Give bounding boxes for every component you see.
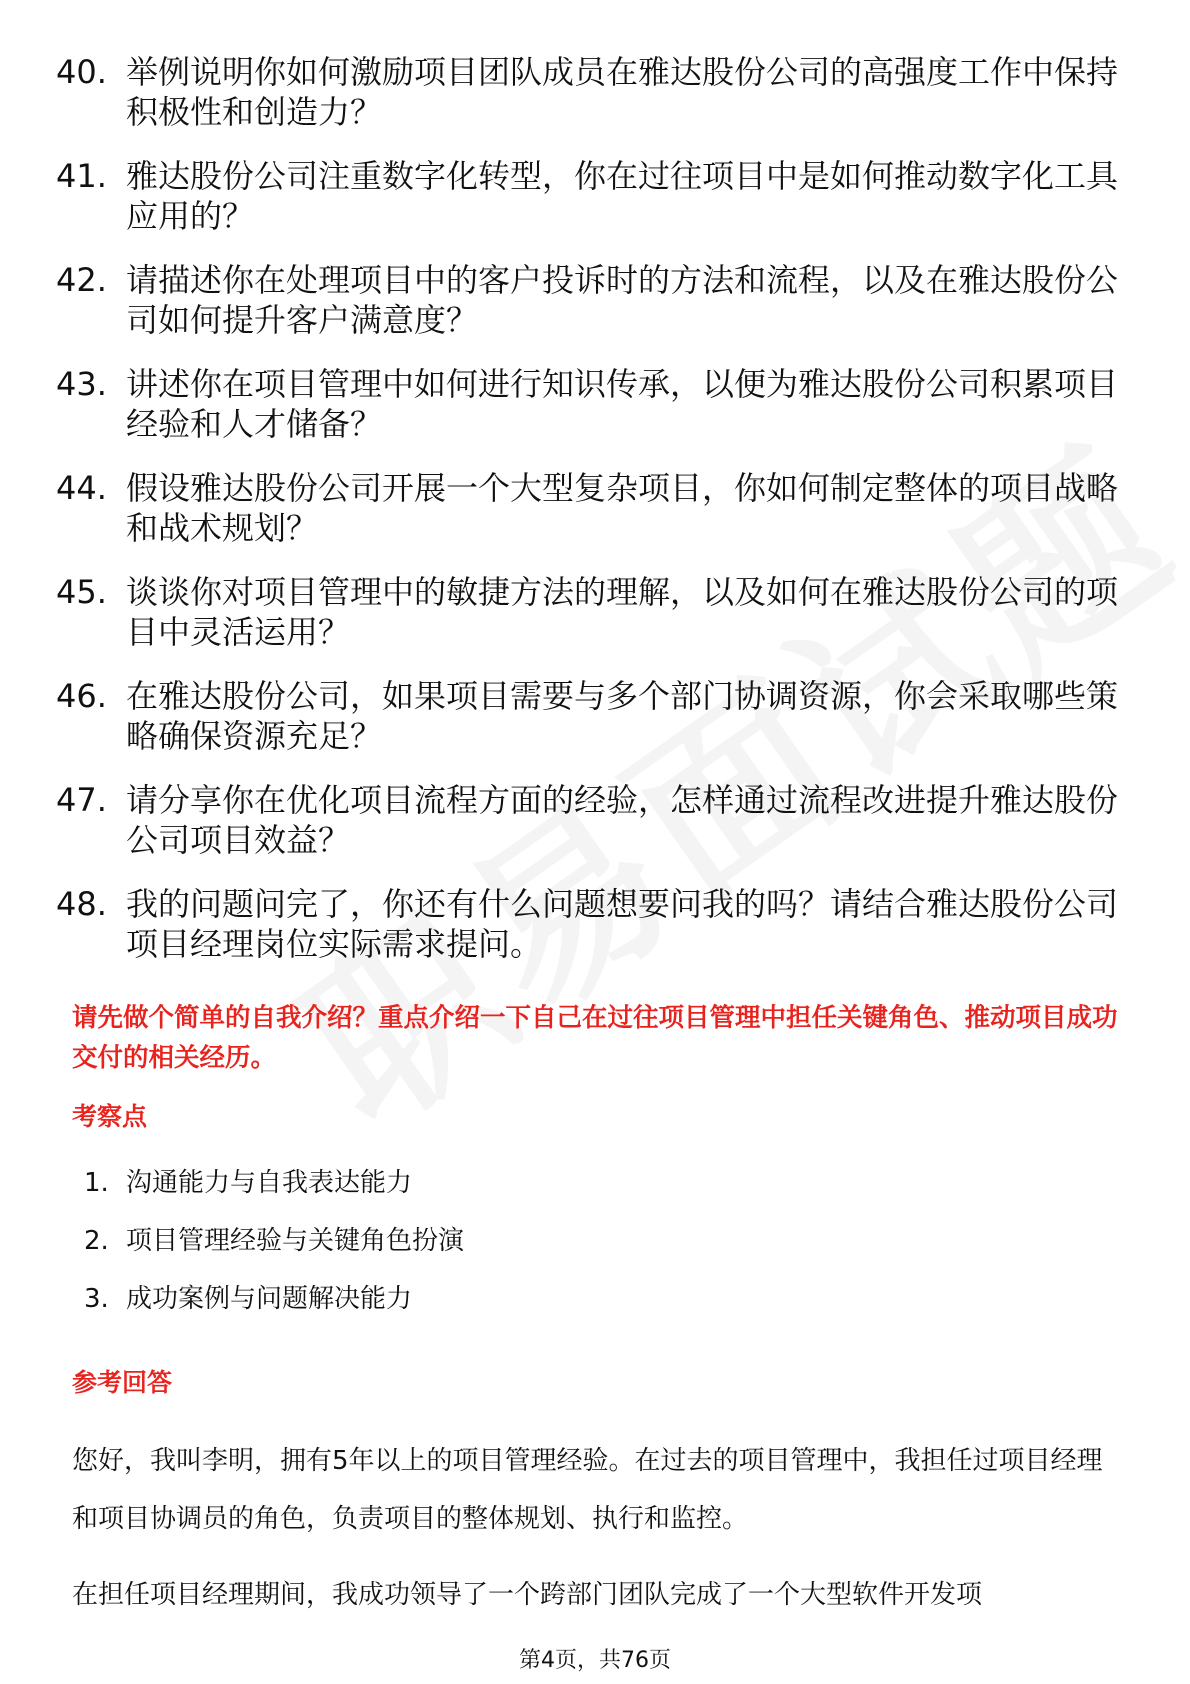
point-item xyxy=(84,1223,464,1281)
point-text: 成功案例与问题解决能力 xyxy=(126,1284,413,1314)
question-number: 44. xyxy=(56,469,107,507)
question-item xyxy=(56,364,1136,444)
point-number: 3. xyxy=(84,1284,109,1314)
question-number: 47. xyxy=(56,781,107,819)
points-title: 考察点 xyxy=(72,1102,148,1131)
question-item xyxy=(56,52,1136,132)
question-text: 雅达股份公司注重数字化转型，你在过往项目中是如何推动数字化工具应用的？ xyxy=(126,157,1119,235)
question-list xyxy=(56,52,1136,988)
question-item xyxy=(56,468,1136,548)
question-item xyxy=(56,156,1136,236)
points-list xyxy=(84,1165,464,1339)
question-item xyxy=(56,572,1136,652)
question-text: 谈谈你对项目管理中的敏捷方法的理解，以及如何在雅达股份公司的项目中灵活运用？ xyxy=(126,573,1119,651)
question-item xyxy=(56,260,1136,340)
question-text: 讲述你在项目管理中如何进行知识传承，以便为雅达股份公司积累项目经验和人才储备？ xyxy=(126,365,1119,443)
question-text: 在雅达股份公司，如果项目需要与多个部门协调资源，你会采取哪些策略确保资源充足？ xyxy=(126,677,1119,755)
question-item xyxy=(56,676,1136,756)
answer-title: 参考回答 xyxy=(72,1368,173,1397)
question-number: 48. xyxy=(56,885,107,923)
question-number: 46. xyxy=(56,677,107,715)
question-number: 45. xyxy=(56,573,107,611)
question-number: 41. xyxy=(56,157,107,195)
point-text: 项目管理经验与关键角色扮演 xyxy=(126,1226,465,1256)
point-item xyxy=(84,1165,464,1223)
question-text: 请描述你在处理项目中的客户投诉时的方法和流程，以及在雅达股份公司如何提升客户满意度？ xyxy=(126,261,1119,339)
question-text: 假设雅达股份公司开展一个大型复杂项目，你如何制定整体的项目战略和战术规划？ xyxy=(126,469,1119,547)
question-number: 43. xyxy=(56,365,107,403)
point-number: 2. xyxy=(84,1226,109,1256)
question-item xyxy=(56,884,1136,964)
point-item xyxy=(84,1281,464,1339)
question-text: 举例说明你如何激励项目团队成员在雅达股份公司的高强度工作中保持积极性和创造力？ xyxy=(126,53,1119,131)
question-number: 40. xyxy=(56,53,107,91)
highlight-question: 请先做个简单的自我介绍？重点介绍一下自己在过往项目管理中担任关键角色、推动项目成功交付的相关经历。 xyxy=(72,1003,1118,1073)
page-footer: 第4页，共76页 xyxy=(519,1648,671,1673)
point-text: 沟通能力与自我表达能力 xyxy=(126,1168,413,1198)
point-number: 1. xyxy=(84,1168,109,1198)
question-text: 请分享你在优化项目流程方面的经验，怎样通过流程改进提升雅达股份公司项目效益？ xyxy=(126,781,1119,859)
question-text: 我的问题问完了，你还有什么问题想要问我的吗？请结合雅达股份公司项目经理岗位实际需求提问。 xyxy=(126,885,1119,963)
question-item xyxy=(56,780,1136,860)
answer-paragraph: 在担任项目经理期间，我成功领导了一个跨部门团队完成了一个大型软件开发项 xyxy=(72,1580,983,1610)
answer-paragraph: 您好，我叫李明，拥有5年以上的项目管理经验。在过去的项目管理中，我担任过项目经理和项目协调员的角色，负责项目的整体规划、执行和监控。 xyxy=(72,1446,1103,1534)
question-number: 42. xyxy=(56,261,107,299)
